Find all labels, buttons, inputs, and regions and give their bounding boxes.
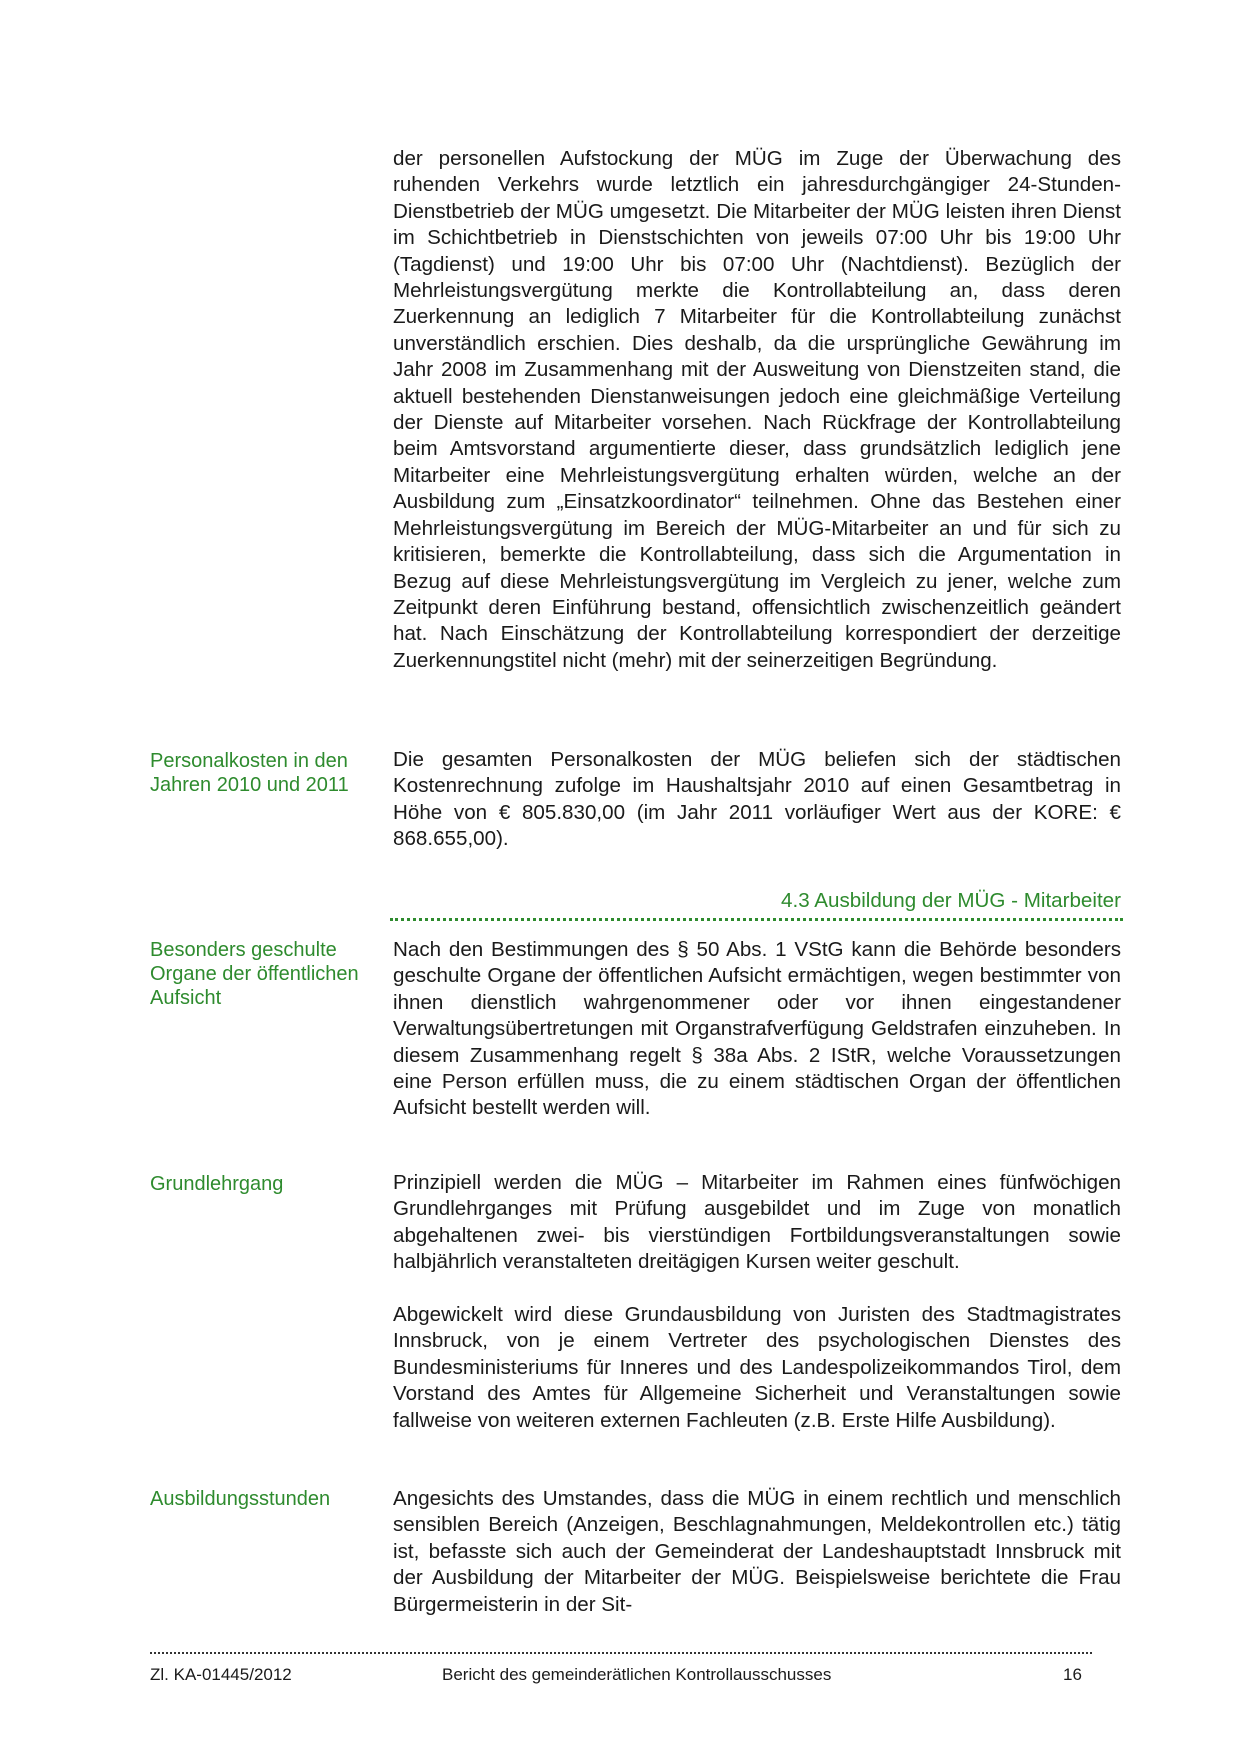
paragraph-personalkosten <box>393 747 1121 853</box>
page-number: 16 <box>1063 1665 1082 1684</box>
paragraph-text: Abgewickelt wird diese Grundausbildung von Juristen des Stadtmagistrates Innsbruck, von je einem Vertreter des psychologischen Dienstes des Bundesministeriums für Inneres und des Landespolizeikommandos Tirol, dem Vorstand des Amtes für Allgemeine Sicherheit und Veranstaltungen sowie fallweise von weiteren externen Fachleuten (z.B. Erste Hilfe Ausbildung). <box>393 1303 1121 1432</box>
paragraph-grundausbildung <box>393 1302 1121 1434</box>
margin-note-grundlehrgang: Grundlehrgang <box>150 1173 284 1195</box>
paragraph-ausbildungsstunden <box>393 1486 1121 1618</box>
footer-divider <box>150 1652 1092 1654</box>
margin-note-ausbildungsstunden: Ausbildungsstunden <box>150 1488 331 1510</box>
paragraph-text: Nach den Bestimmungen des § 50 Abs. 1 VStG kann die Behörde besonders geschulte Organe der öffentlichen Aufsicht ermächtigen, wegen bestimmter von ihnen dienstlich wahrgenommener oder vor ihnen eingestandener Verwaltungsübertretungen mit Organstrafverfügung Geldstrafen einzuheben. In diesem Zusammenhang regelt § 38a Abs. 2 IStR, welche Voraussetzungen eine Person erfüllen muss, die zu einem städtischen Organ der öffentlichen Aufsicht bestellt werden will. <box>393 938 1121 1120</box>
paragraph-text: Prinzipiell werden die MÜG – Mitarbeiter im Rahmen eines fünfwöchigen Grundlehrganges mit Prüfung ausgebildet und im Zuge von monatlich abgehaltenen zwei- bis vierstündigen Fortbildungsveranstaltungen sowie halbjährlich veranstalteten dreitägigen Kursen weiter geschult. <box>393 1171 1121 1274</box>
footer-title: Bericht des gemeinderätlichen Kontrollausschusses <box>442 1665 832 1684</box>
footer-reference: Zl. KA-01445/2012 <box>150 1665 292 1684</box>
section-heading: 4.3 Ausbildung der MÜG - Mitarbeiter <box>781 889 1121 912</box>
paragraph-grundlehrgang <box>393 1170 1121 1276</box>
section-heading-divider <box>390 918 1123 921</box>
margin-note-besonders-geschulte: Besonders geschulte Organe der öffentlichen Aufsicht <box>150 939 359 1009</box>
margin-note-personalkosten: Personalkosten in den Jahren 2010 und 2011 <box>150 750 349 796</box>
paragraph-mehrleistungsverguetung <box>393 146 1121 674</box>
paragraph-text: Die gesamten Personalkosten der MÜG beliefen sich der städtischen Kostenrechnung zufolge im Haushaltsjahr 2010 auf einen Gesamtbetrag in Höhe von € 805.830,00 (im Jahr 2011 vorläufiger Wert aus der KORE: € 868.655,00). <box>393 748 1121 851</box>
paragraph-organe <box>393 937 1121 1122</box>
paragraph-text: der personellen Aufstockung der MÜG im Zuge der Überwachung des ruhenden Verkehrs wurde letztlich ein jahresdurchgängiger 24-Stunden-Dienstbetrieb der MÜG umgesetzt. Die Mitarbeiter der MÜG leisten ihren Dienst im Schichtbetrieb in Dienstschichten von jeweils 07:00 Uhr bis 19:00 Uhr (Tagdienst) und 19:00 Uhr bis 07:00 Uhr (Nachtdienst). Bezüglich der Mehrleistungsvergütung merkte die Kontrollabteilung an, dass deren Zuerkennung an lediglich 7 Mitarbeiter für die Kontrollabteilung zunächst unverständlich erschien. Dies deshalb, da die ursprüngliche Gewährung im Jahr 2008 im Zusammenhang mit der Ausweitung von Dienstzeiten stand, die aktuell bestehenden Dienstanweisungen jedoch eine gleichmäßige Verteilung der Dienste auf Mitarbeiter vorsehen. Nach Rückfrage der Kontrollabteilung beim Amtsvorstand argumentierte dieser, dass grundsätzlich lediglich jene Mitarbeiter eine Mehrleistungsvergütung erhalten würden, welche an der Ausbildung zum „Einsatzkoordinator“ teilnehmen. Ohne das Bestehen einer Mehrleistungsvergütung im Bereich der MÜG-Mitarbeiter an und für sich zu kritisieren, bemerkte die Kontrollabteilung, dass sich die Argumentation in Bezug auf diese Mehrleistungsvergütung im Vergleich zu jener, welche zum Zeitpunkt deren Einführung bestand, offensichtlich zwischenzeitlich geändert hat. Nach Einschätzung der Kontrollabteilung korrespondiert der derzeitige Zuerkennungstitel nicht (mehr) mit der seinerzeitigen Begründung. <box>393 147 1121 672</box>
paragraph-text: Angesichts des Umstandes, dass die MÜG in einem rechtlich und menschlich sensiblen Bereich (Anzeigen, Beschlagnahmungen, Meldekontrollen etc.) tätig ist, befasste sich auch der Gemeinderat der Landeshauptstadt Innsbruck mit der Ausbildung der Mitarbeiter der MÜG. Beispielsweise berichtete die Frau Bürgermeisterin in der Sit- <box>393 1487 1121 1616</box>
